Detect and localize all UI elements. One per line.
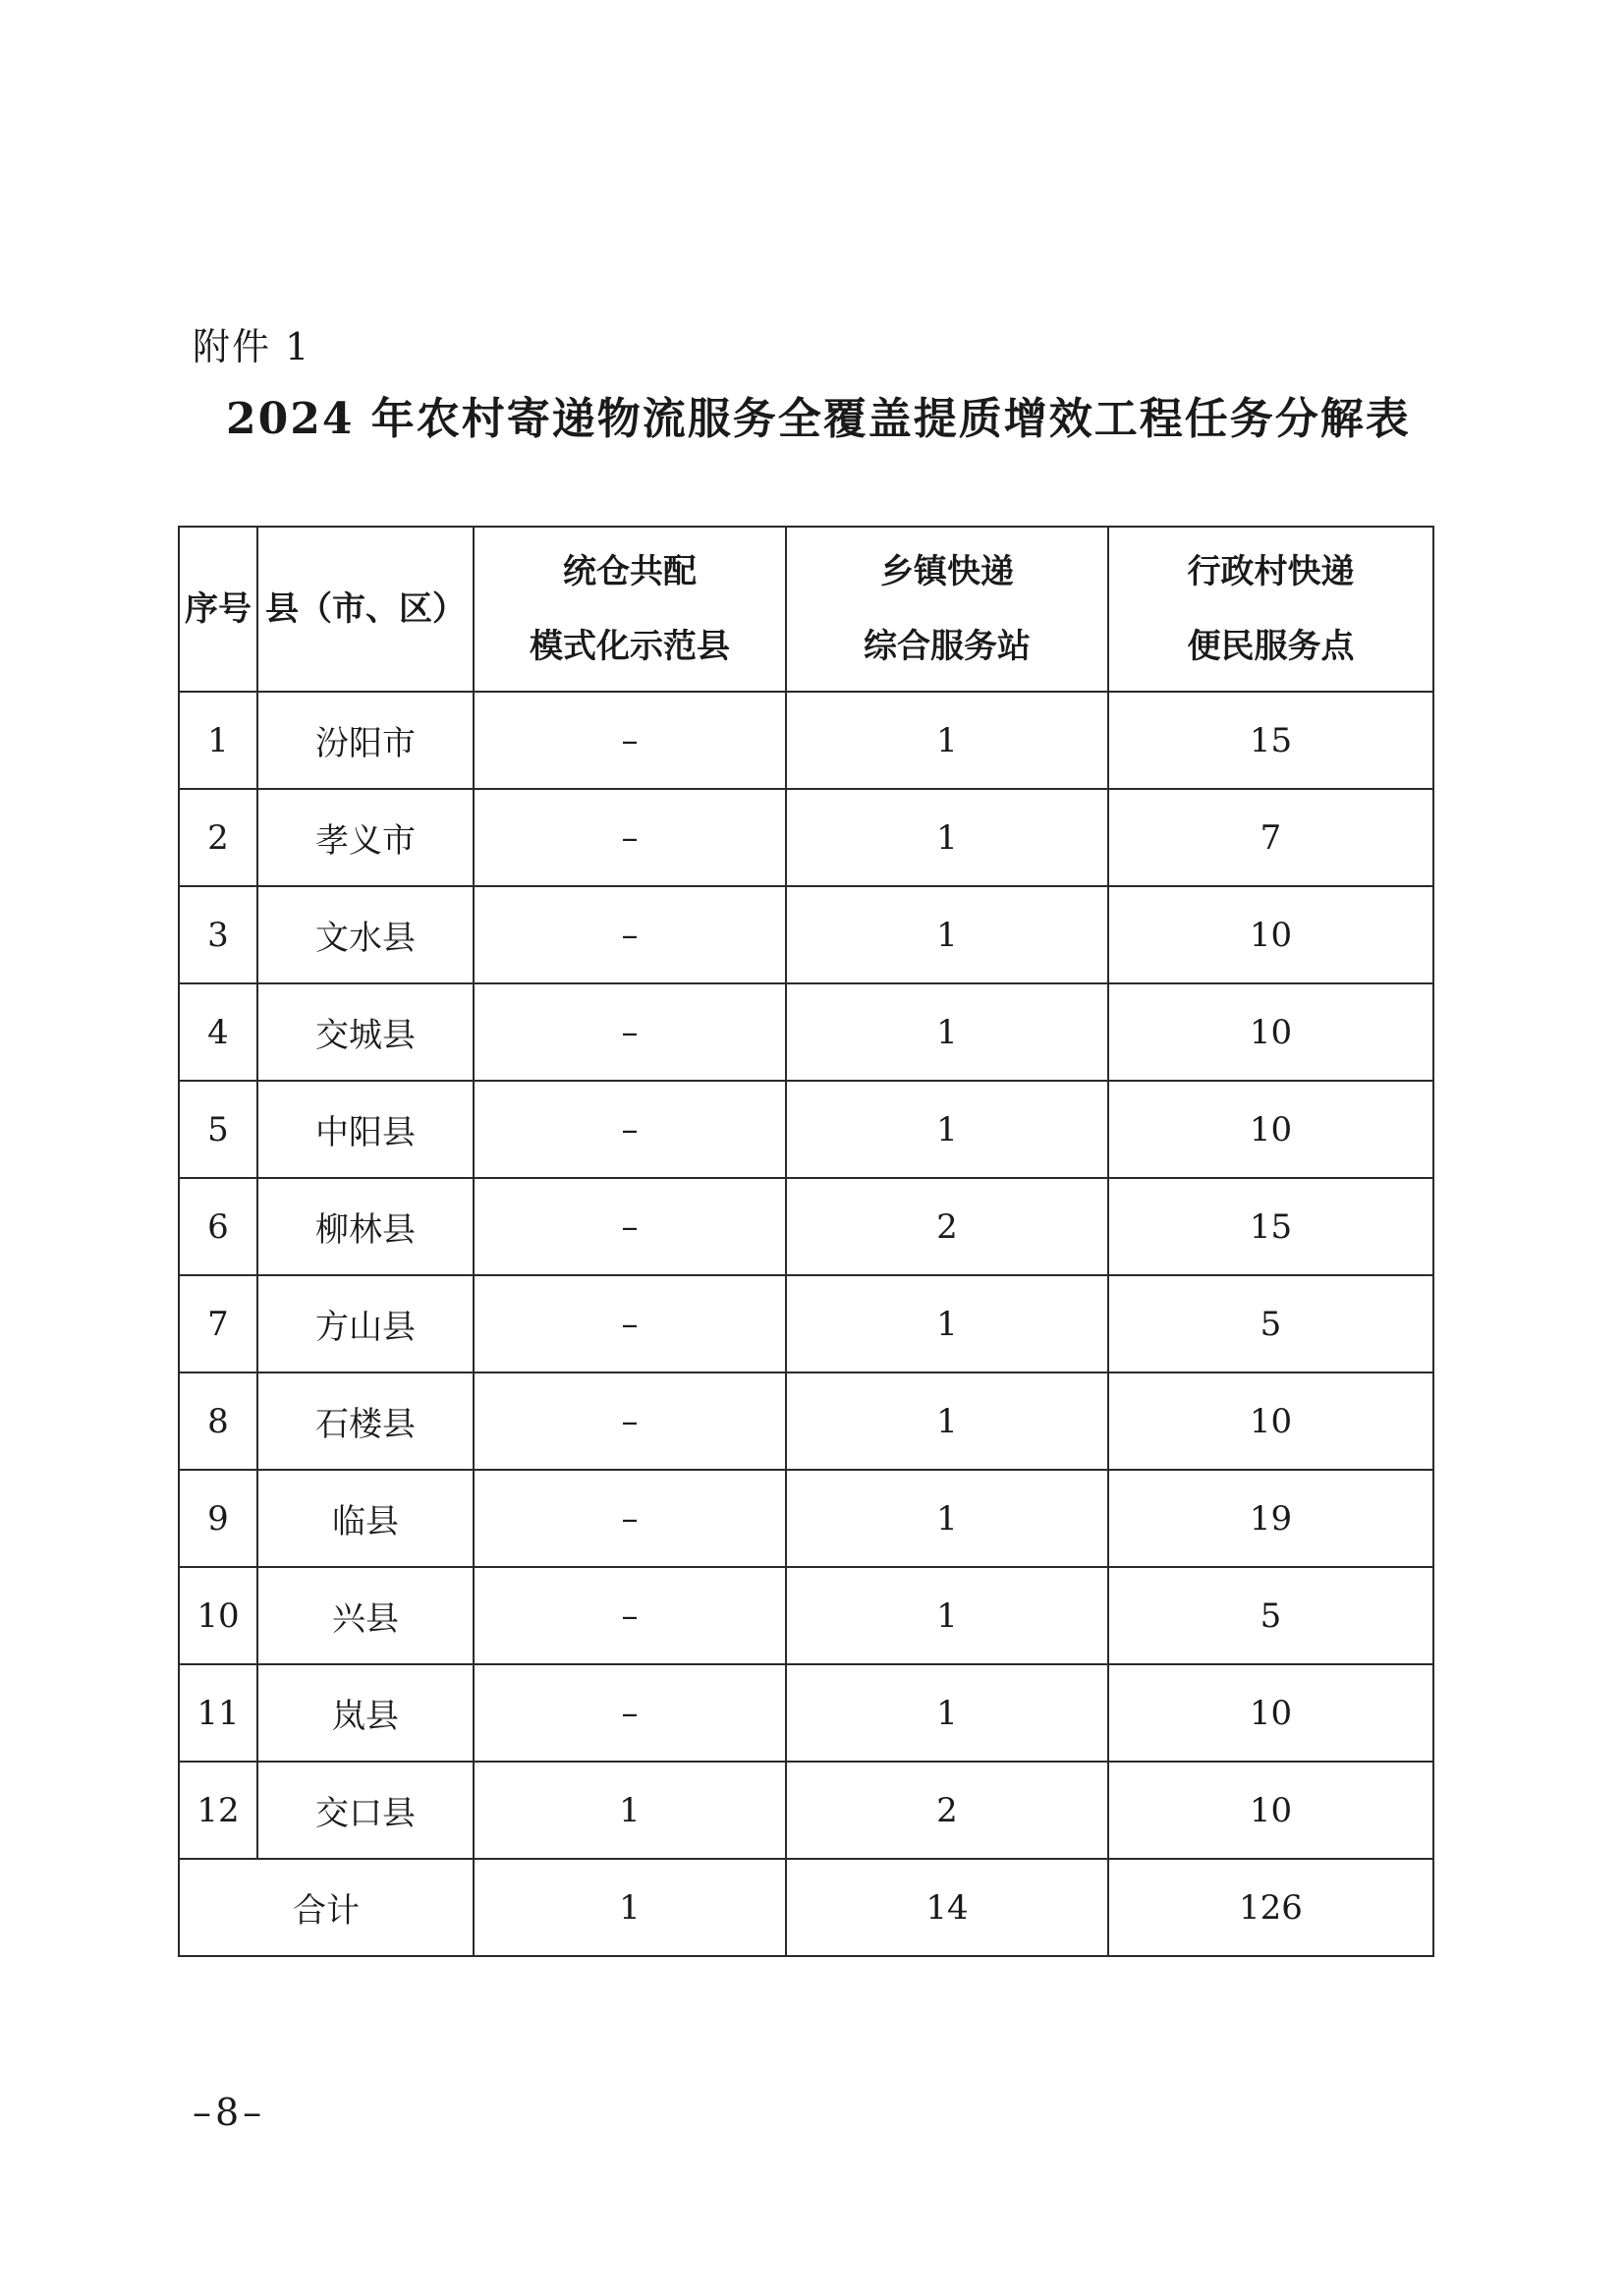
row-village-points: 10 <box>1108 1664 1433 1762</box>
row-demo-county: – <box>474 1178 786 1275</box>
row-county: 岚县 <box>257 1664 474 1762</box>
row-town-stations: 1 <box>786 1664 1108 1762</box>
row-town-stations: 1 <box>786 983 1108 1081</box>
total-points: 126 <box>1108 1859 1433 1956</box>
table-row <box>179 1762 1433 1859</box>
row-county: 汾阳市 <box>257 692 474 789</box>
row-town-stations: 2 <box>786 1178 1108 1275</box>
row-demo-county: – <box>474 789 786 886</box>
table-row <box>179 1275 1433 1372</box>
row-town-stations: 1 <box>786 692 1108 789</box>
row-village-points: 10 <box>1108 1762 1433 1859</box>
header-point-line2: 便民服务点 <box>1187 627 1355 666</box>
row-demo-county: – <box>474 886 786 983</box>
table-body <box>179 692 1433 1859</box>
row-village-points: 15 <box>1108 692 1433 789</box>
row-county: 临县 <box>257 1470 474 1567</box>
row-county: 柳林县 <box>257 1178 474 1275</box>
row-demo-county: – <box>474 983 786 1081</box>
table-row <box>179 1178 1433 1275</box>
header-village-point <box>1108 527 1433 692</box>
table-row <box>179 1567 1433 1664</box>
header-station-line1: 乡镇快递 <box>880 552 1014 591</box>
header-point-line1: 行政村快递 <box>1187 552 1355 591</box>
header-station-line2: 综合服务站 <box>864 627 1031 666</box>
document-title: 2024 年农村寄递物流服务全覆盖提质增效工程任务分解表 <box>226 394 1411 444</box>
row-index: 10 <box>179 1567 257 1664</box>
row-village-points: 10 <box>1108 886 1433 983</box>
row-town-stations: 1 <box>786 789 1108 886</box>
row-index: 9 <box>179 1470 257 1567</box>
table-row <box>179 983 1433 1081</box>
total-label: 合计 <box>179 1859 474 1956</box>
row-county: 孝义市 <box>257 789 474 886</box>
row-county: 中阳县 <box>257 1081 474 1178</box>
row-county: 交城县 <box>257 983 474 1081</box>
total-row <box>179 1859 1433 1956</box>
row-village-points: 19 <box>1108 1470 1433 1567</box>
row-demo-county: – <box>474 1664 786 1762</box>
row-county: 文水县 <box>257 886 474 983</box>
table-row <box>179 1470 1433 1567</box>
row-town-stations: 1 <box>786 1275 1108 1372</box>
table-row <box>179 1664 1433 1762</box>
row-county: 兴县 <box>257 1567 474 1664</box>
row-index: 7 <box>179 1275 257 1372</box>
row-town-stations: 1 <box>786 886 1108 983</box>
row-town-stations: 1 <box>786 1567 1108 1664</box>
row-index: 12 <box>179 1762 257 1859</box>
row-demo-county: – <box>474 1081 786 1178</box>
header-town-station <box>786 527 1108 692</box>
row-town-stations: 1 <box>786 1081 1108 1178</box>
row-village-points: 10 <box>1108 983 1433 1081</box>
row-village-points: 5 <box>1108 1567 1433 1664</box>
table-row <box>179 886 1433 983</box>
header-index: 序号 <box>179 527 257 692</box>
total-stations: 14 <box>786 1859 1108 1956</box>
row-town-stations: 1 <box>786 1372 1108 1470</box>
header-demo-line2: 模式化示范县 <box>530 627 730 666</box>
table-row <box>179 1372 1433 1470</box>
table-row <box>179 1081 1433 1178</box>
row-index: 3 <box>179 886 257 983</box>
task-breakdown-table <box>178 526 1434 1957</box>
row-village-points: 10 <box>1108 1081 1433 1178</box>
row-demo-county: – <box>474 1372 786 1470</box>
header-county: 县（市、区） <box>257 527 474 692</box>
row-index: 4 <box>179 983 257 1081</box>
row-demo-county: – <box>474 1470 786 1567</box>
row-town-stations: 2 <box>786 1762 1108 1859</box>
row-county: 方山县 <box>257 1275 474 1372</box>
row-county: 石楼县 <box>257 1372 474 1470</box>
row-index: 6 <box>179 1178 257 1275</box>
row-demo-county: – <box>474 1275 786 1372</box>
header-demo-line1: 统仓共配 <box>563 552 697 591</box>
row-village-points: 5 <box>1108 1275 1433 1372</box>
row-county: 交口县 <box>257 1762 474 1859</box>
row-village-points: 10 <box>1108 1372 1433 1470</box>
row-index: 5 <box>179 1081 257 1178</box>
row-town-stations: 1 <box>786 1470 1108 1567</box>
total-demo: 1 <box>474 1859 786 1956</box>
table-row <box>179 789 1433 886</box>
row-demo-county: 1 <box>474 1762 786 1859</box>
row-village-points: 7 <box>1108 789 1433 886</box>
header-demo-county <box>474 527 786 692</box>
row-demo-county: – <box>474 692 786 789</box>
row-index: 2 <box>179 789 257 886</box>
row-index: 1 <box>179 692 257 789</box>
row-demo-county: – <box>474 1567 786 1664</box>
row-village-points: 15 <box>1108 1178 1433 1275</box>
attachment-label: 附件 1 <box>193 325 311 368</box>
table-header-row <box>179 527 1433 692</box>
table-row <box>179 692 1433 789</box>
page-number: –8– <box>193 2091 266 2134</box>
row-index: 8 <box>179 1372 257 1470</box>
row-index: 11 <box>179 1664 257 1762</box>
